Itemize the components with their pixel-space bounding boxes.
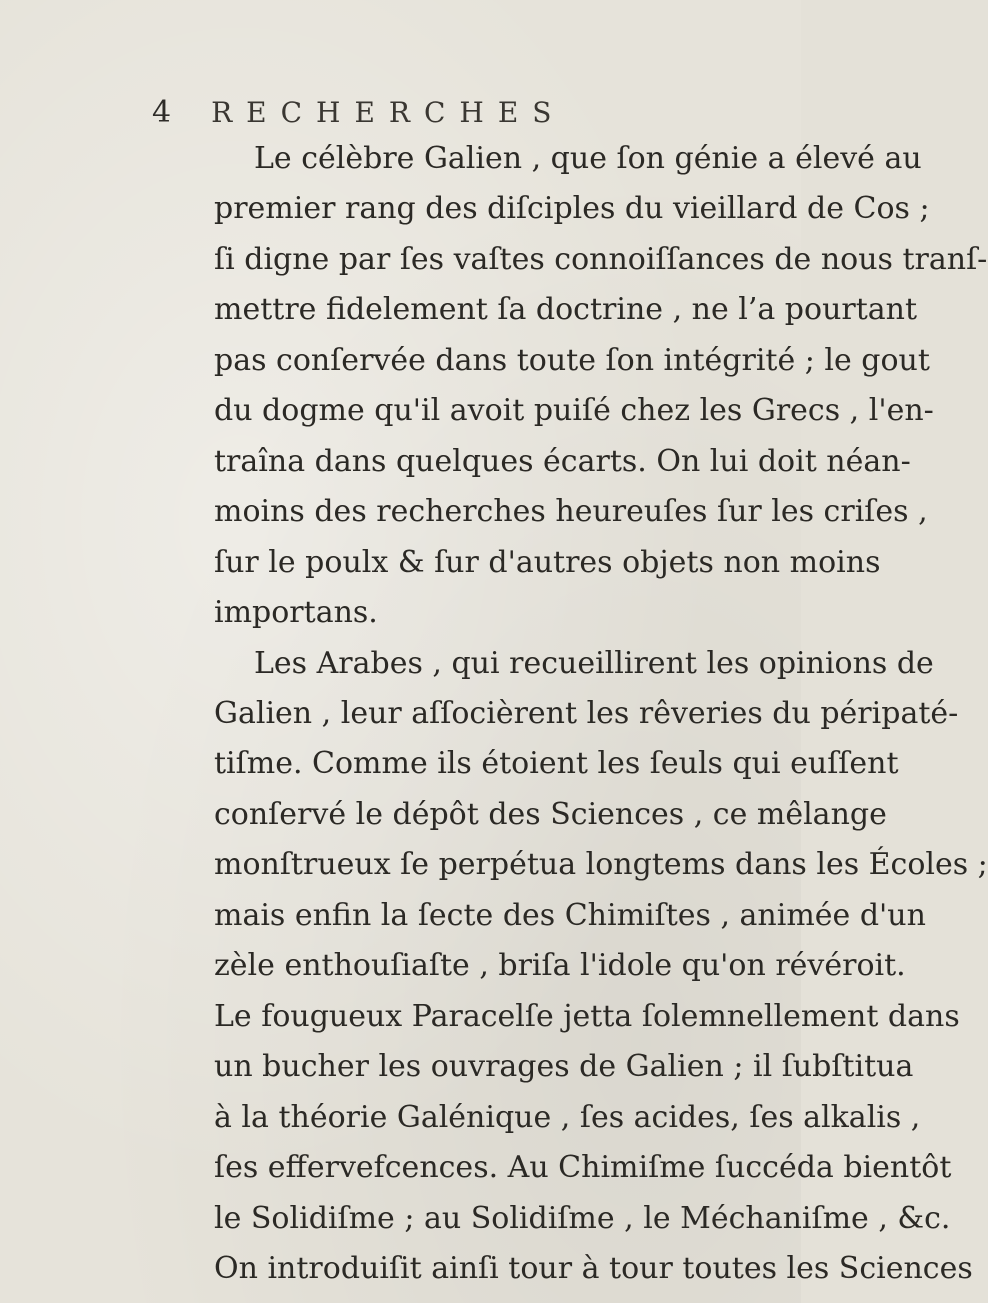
text-line: pas conſervée dans toute ſon intégrité ; le gout — [214, 343, 930, 378]
text-line: premier rang des diſciples du vieillard de Cos ; — [214, 191, 930, 226]
page-header — [152, 92, 565, 132]
text-line: monſtrueux ſe perpétua longtems dans les Écoles ; — [214, 847, 988, 882]
text-line: Galien , leur aſſocièrent les rêveries du péripaté- — [214, 696, 959, 731]
page-number: 4 — [152, 94, 172, 130]
text-line: mettre fidelement ſa doctrine , ne l’a pourtant — [214, 292, 918, 327]
text-line: zèle enthouſiaſte , briſa l'idole qu'on révéroit. — [214, 948, 906, 983]
text-line: le Solidiſme ; au Solidiſme , le Méchaniſme , &c. — [214, 1201, 951, 1236]
text-line: ſes effervefcences. Au Chimiſme ſuccéda bientôt — [214, 1150, 952, 1185]
running-title: RECHERCHES — [211, 95, 566, 129]
text-line: Le célèbre Galien , que ſon génie a élevé au — [254, 141, 922, 176]
text-line: importans. — [214, 595, 378, 630]
text-line: conſervé le dépôt des Sciences , ce mêlange — [214, 797, 887, 832]
text-line: ſi digne par ſes vaſtes connoiſſances de nous tranſ- — [214, 242, 988, 277]
text-line: mais enfin la ſecte des Chimiſtes , animée d'un — [214, 898, 926, 933]
text-line: à la théorie Galénique , ſes acides, ſes alkalis , — [214, 1100, 921, 1135]
text-line: du dogme qu'il avoit puiſé chez les Grecs , l'en- — [214, 393, 934, 428]
text-line: Les Arabes , qui recueillirent les opinions de — [254, 646, 934, 681]
text-line: Le fougueux Paracelſe jetta ſolemnellement dans — [214, 999, 960, 1034]
text-line: traîna dans quelques écarts. On lui doit néan- — [214, 444, 911, 479]
text-line: un bucher les ouvrages de Galien ; il ſubſtitua — [214, 1049, 914, 1084]
text-line: tiſme. Comme ils étoient les ſeuls qui euſſent — [214, 746, 899, 781]
text-line: ſur le poulx & ſur d'autres objets non moins — [214, 545, 881, 580]
text-line: moins des recherches heureuſes ſur les criſes , — [214, 494, 928, 529]
text-line: On introduiſit ainſi tour à tour toutes les Sciences — [214, 1251, 973, 1286]
